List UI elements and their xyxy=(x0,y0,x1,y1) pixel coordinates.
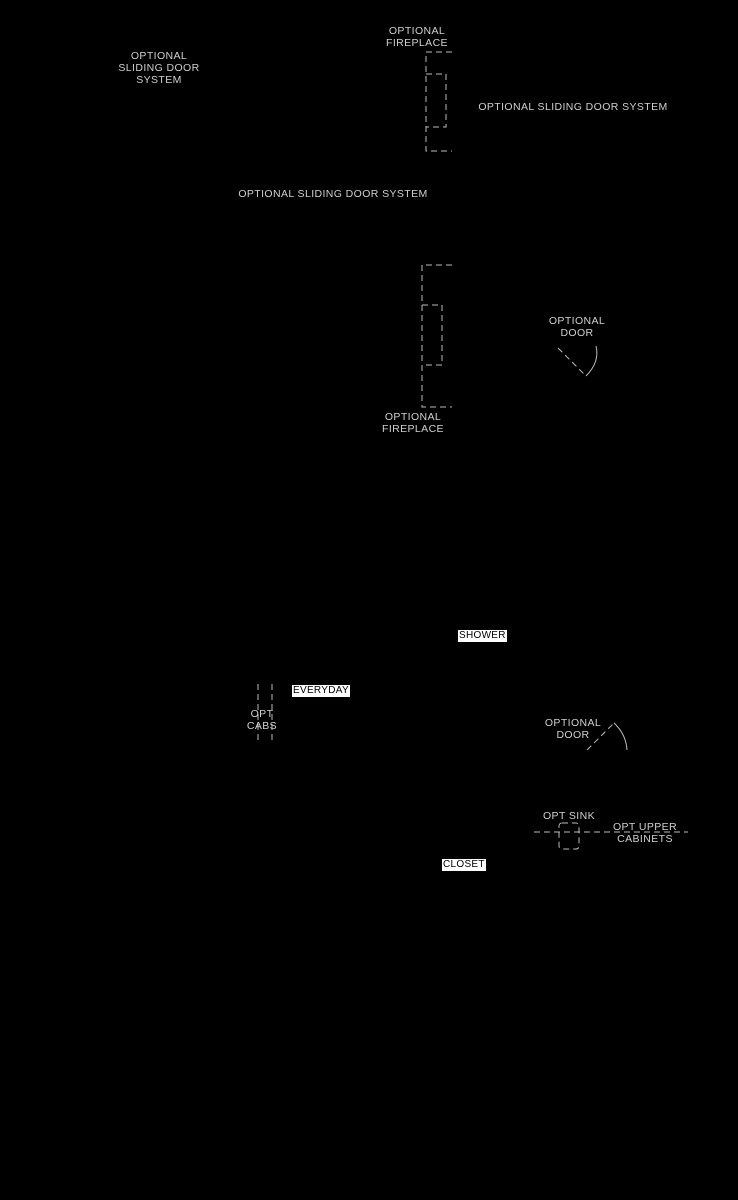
optional-sliding-door-label-left: OPTIONAL SLIDING DOOR SYSTEM xyxy=(118,50,200,86)
closet-room-tag: CLOSET xyxy=(443,859,485,870)
opt-sink-label: OPT SINK xyxy=(542,810,596,822)
door-swing-upper xyxy=(558,346,597,376)
fireplace-outline-top xyxy=(426,52,452,151)
opt-cabs-label: OPT CABS xyxy=(246,708,278,732)
optional-sliding-door-label-right: OPTIONAL SLIDING DOOR SYSTEM xyxy=(478,101,668,113)
shower-room-tag: SHOWER xyxy=(459,630,506,641)
fireplace-outline-bottom xyxy=(422,265,452,407)
optional-fireplace-label-bottom: OPTIONAL FIREPLACE xyxy=(382,411,444,435)
optional-door-label-lower: OPTIONAL DOOR xyxy=(544,717,602,741)
optional-fireplace-label-top: OPTIONAL FIREPLACE xyxy=(386,25,448,49)
everyday-room-tag: EVERYDAY xyxy=(293,685,349,696)
optional-sliding-door-label-middle: OPTIONAL SLIDING DOOR SYSTEM xyxy=(238,188,428,200)
opt-upper-cabinets-label: OPT UPPER CABINETS xyxy=(612,821,678,845)
optional-door-label-upper: OPTIONAL DOOR xyxy=(548,315,606,339)
